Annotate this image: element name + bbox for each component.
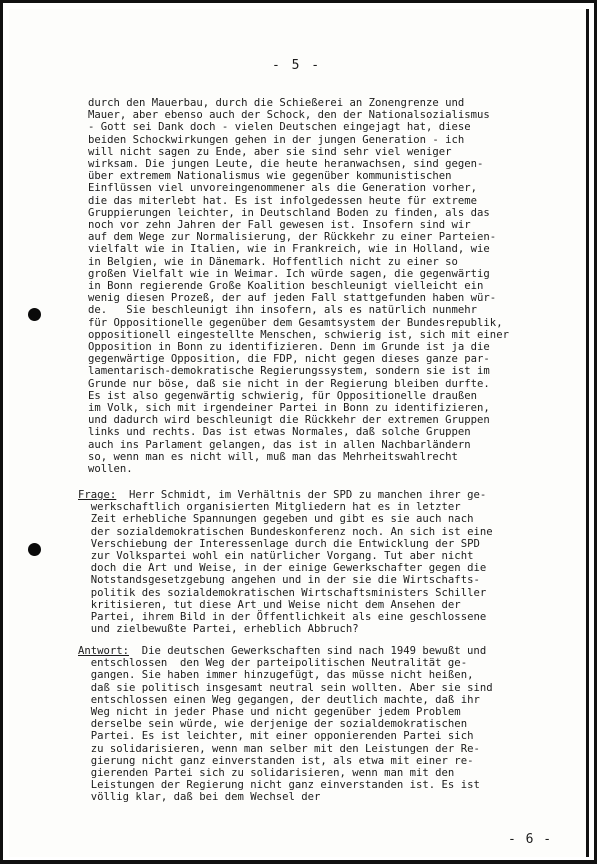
answer-text: Die deutschen Gewerkschaften sind nach 1949 bewußt und entschlossen den Weg der parteipolitischen Neutralität ge- gangen. Sie haben immer hinzugefügt, das müsse nicht heißen, daß sie politisch insgesamt neutral sein wollten. Aber sie sind entschlossen einen Weg gegangen, der deutlich machte, daß ihr Weg nicht in jeder Phase und nicht gegenüber jedem Problem derselbe sein würde, wie derjenige der sozialdemokratischen Partei. Es ist leichter, mit einer opponierenden Partei sich zu solidarisieren, wenn man selber mit den Leistungen der Re- gierung nicht ganz einverstanden ist, als etwa mit einer re- gierenden Partei sich zu solidarisieren, wenn man mit den Leistungen der Regierung nicht ganz einverstanden ist. Es ist völlig klar, daß bei dem Wechsel der — [90, 645, 493, 804]
question-label: Frage: — [78, 489, 117, 501]
answer-label: Antwort: — [78, 645, 130, 657]
punch-hole-top — [28, 308, 41, 321]
intro-paragraph: durch den Mauerbau, durch die Schießerei an Zonengrenze und Mauer, aber ebenso auch der Schock, den der Nationalsozialismus - Gott sei Dank doch - vielen Deutschen eingejagt hat, diese beiden Schockwirkungen gehen in der jungen Generation - ich will nicht sagen zu Ende, aber sie sind sehr viel weniger wirksam. Die jungen Leute, die heute heranwachsen, sind gegen- über extremem Nationalismus wie gegenüber kommunistischen Einflüssen viel unvoreingenommener als die Generation vorher, die das miterlebt hat. Es ist infolgedessen heute für extreme Gruppierungen leichter, in Deutschland Boden zu finden, als das noch vor zehn Jahren der Fall gewesen ist. Insofern sind wir auf dem Wege zur Normalisierung, der Rückkehr zu einer Parteien- vielfalt wie in Italien, wie in Frankreich, wie in Holland, wie in Belgien, wie in Dänemark. Hoffentlich nicht zu einer so großen Vielfalt wie in Weimar. Ich würde sagen, die gegenwärtig in Bonn regierende Große Koalition beschleunigt vielleicht ein wenig diesen Prozeß, der auf jeden Fall stattgefunden haben wür- de. Sie beschleunigt ihn insofern, als es natürlich nunmehr für Oppositionelle gegenüber dem Gesamtsystem der Bundesrepublik, oppositionell eingestellte Menschen, schwierig ist, sich mit einer Opposition in Bonn zu identifizieren. Denn im Grunde ist ja die gegenwärtige Opposition, die FDP, nicht gegen dieses ganze par- lamentarisch-demokratische Regierungssystem, sondern sie ist im Grunde nur böse, daß sie nicht in der Regierung bleiben durfte. Es ist also gegenwärtig schwierig, für Oppositionelle draußen im Volk, sich mit irgendeiner Partei in Bonn zu identifizieren, und dadurch wird beschleunigt die Rückkehr der extremen Gruppen links und rechts. Das ist etwas Normales, daß solche Gruppen auch ins Parlament gelangen, das ist in allen Nachbarländern so, wenn man es nicht will, muß man das Mehrheitswahlrecht wollen. — [88, 97, 509, 476]
next-page-marker: - 6 - — [508, 832, 553, 847]
punch-hole-bottom — [28, 543, 41, 556]
question-section — [78, 489, 558, 635]
page-number: - 5 - — [272, 58, 322, 73]
answer-section — [78, 645, 558, 804]
question-text: Herr Schmidt, im Verhältnis der SPD zu manchen ihrer ge- werkschaftlich organisierten Mitgliedern hat es in letzter Zeit erhebliche Spannungen gegeben und gibt es sie auch nach der sozialdemokratischen Bundeskonferenz noch. An sich ist eine Verschiebung der Interessenlage durch die Entwicklung der SPD zur Volkspartei wohl ein natürlicher Vorgang. Tut aber nicht doch die Art und Weise, in der einige Gewerkschafter gegen die Notstandsgesetzgebung angehen und in der sie die Wirtschafts- politik des sozialdemokratischen Wirtschaftsministers Schiller kritisieren, tut diese Art und Weise nicht dem Ansehen der Partei, ihrem Bild in der Öffentlichkeit als eine geschlossene und zielbewußte Partei, erheblich Abbruch? — [90, 489, 493, 636]
